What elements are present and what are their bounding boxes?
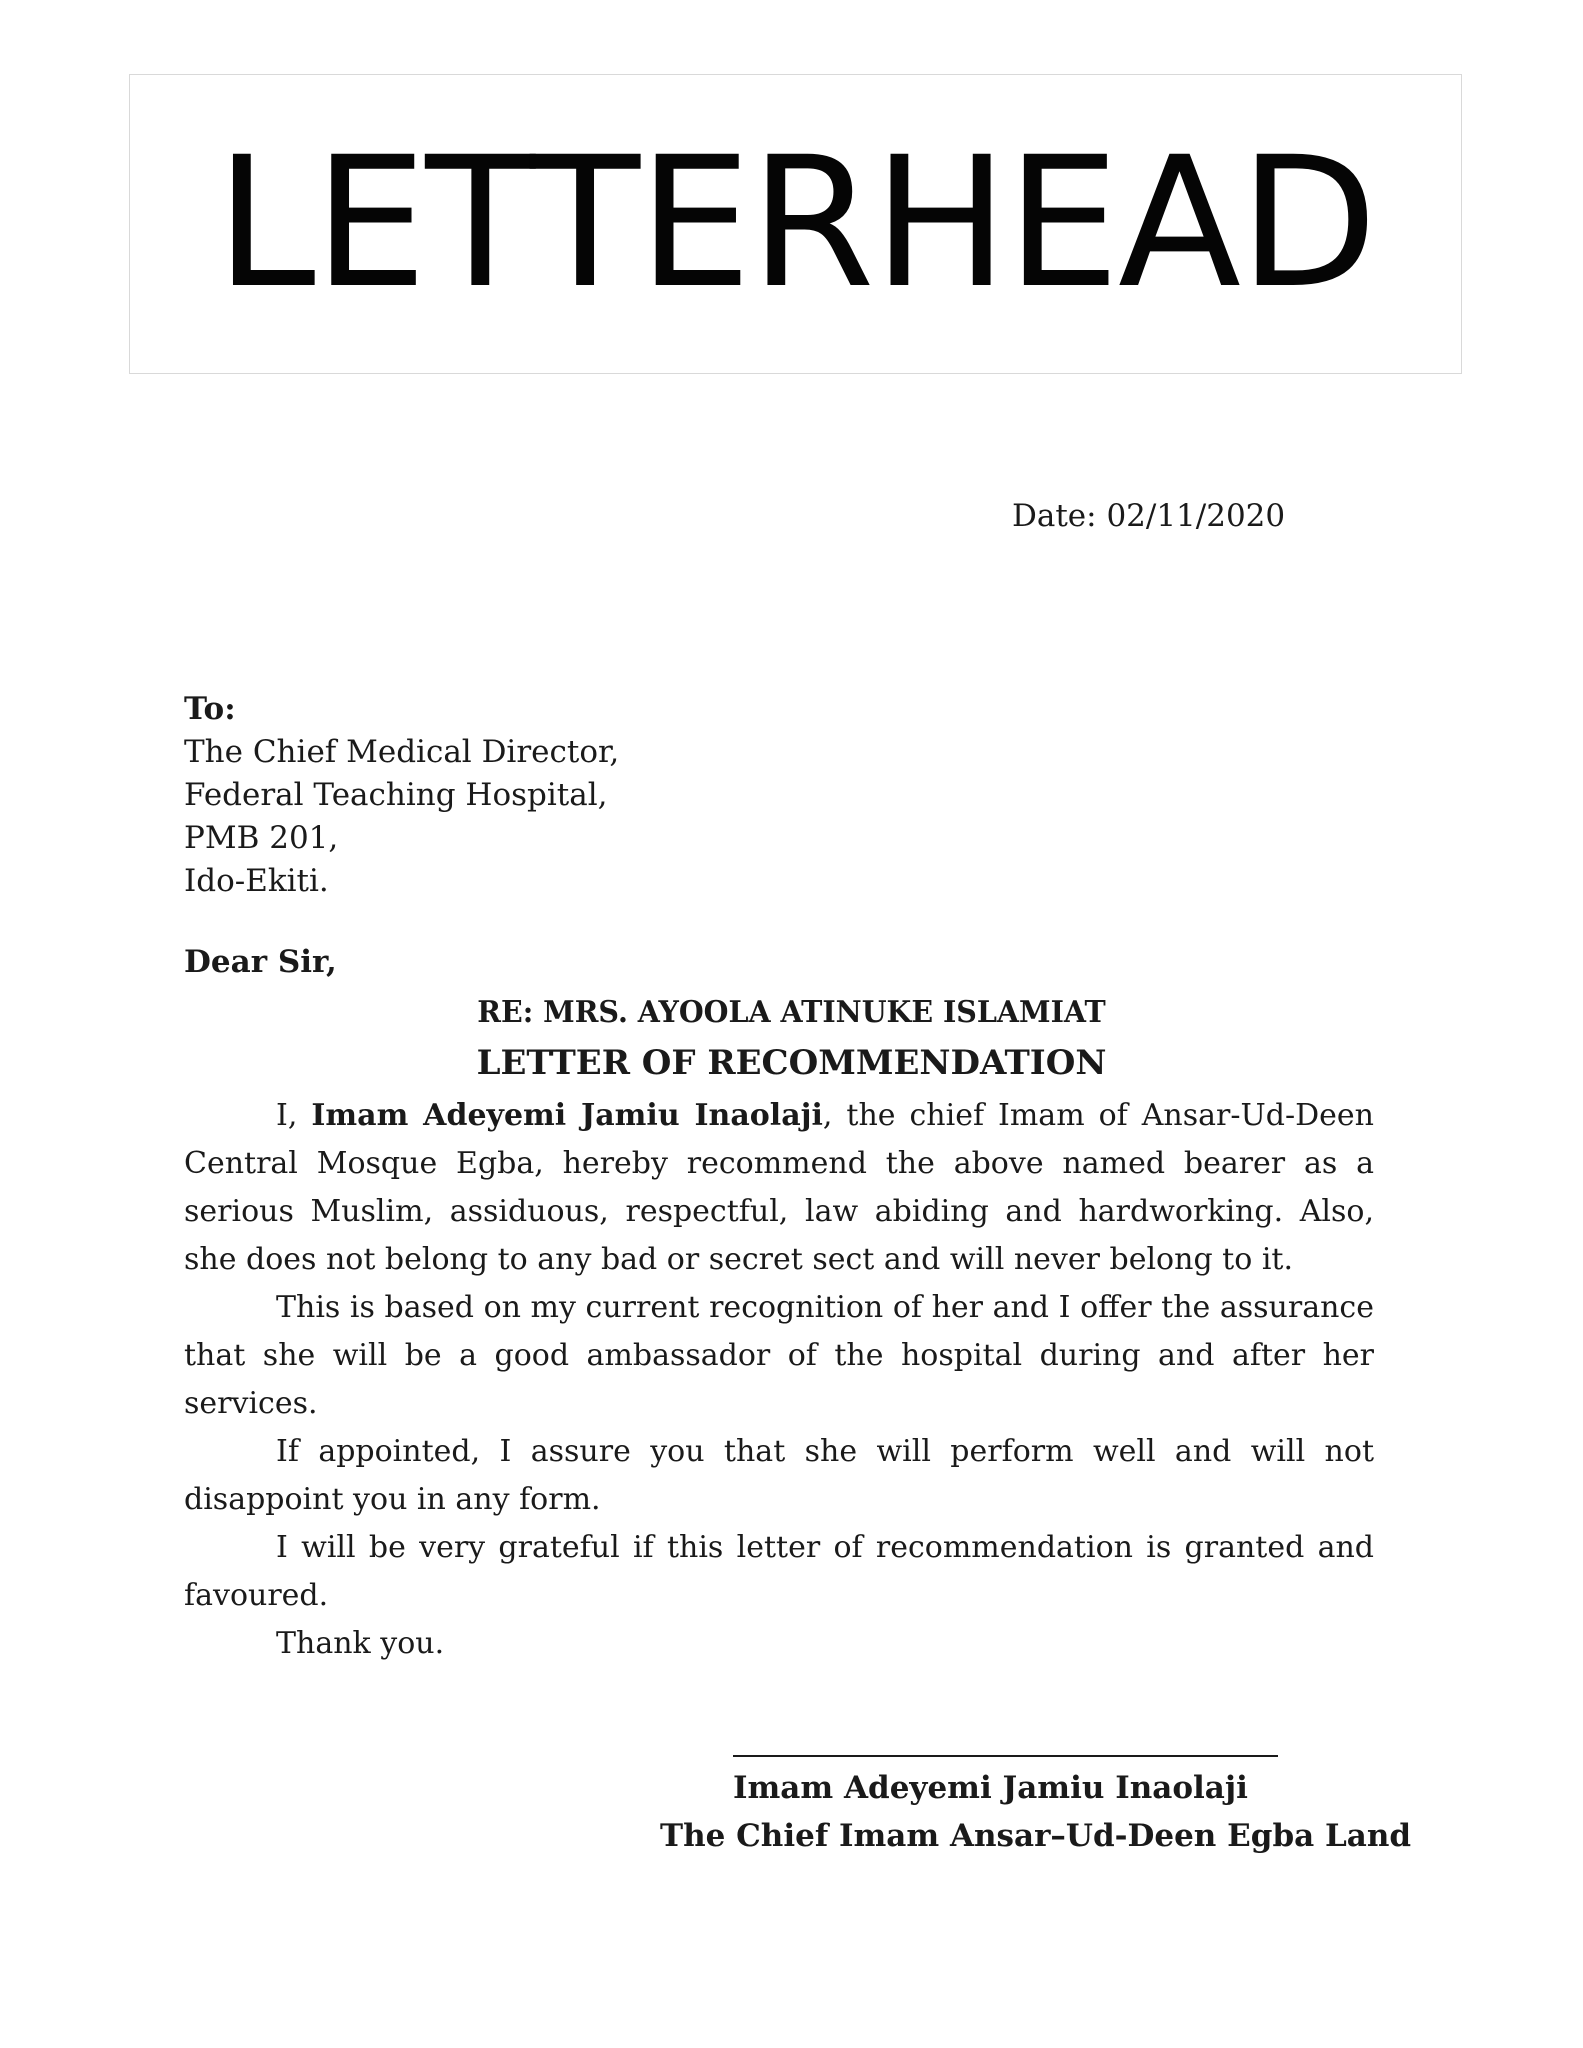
letter-date: Date: 02/11/2020 (1012, 498, 1286, 534)
body-paragraph (184, 1092, 1374, 1284)
paragraph-prefix: I, (276, 1098, 312, 1133)
recipient-address (184, 688, 619, 903)
signatory-title: The Chief Imam Ansar–Ud-Deen Egba Land (660, 1818, 1412, 1854)
salutation: Dear Sir, (184, 944, 337, 980)
closing-thanks: Thank you. (276, 1626, 445, 1661)
body-paragraph: If appointed, I assure you that she will perform well and will not disappoint you in any form. (184, 1434, 1374, 1517)
signature-line (733, 1755, 1278, 1757)
reference-line: RE: MRS. AYOOLA ATINUKE ISLAMIAT (477, 995, 1106, 1030)
letter-body (184, 1092, 1374, 1668)
paragraph-text: , the chief Imam of Ansar-Ud-Deen Central Mosque Egba, hereby recommend the above named bearer as a serious Muslim, assiduous, respectful, law abiding and hardworking. Also, she does not belong to any bad or secret sect and will never belong to it. (184, 1098, 1374, 1277)
recipient-line: Federal Teaching Hospital, (184, 777, 608, 813)
body-paragraph: I will be very grateful if this letter of recommendation is granted and favoured. (184, 1530, 1374, 1613)
signatory-name: Imam Adeyemi Jamiu Inaolaji (733, 1770, 1248, 1806)
recipient-line: Ido-Ekiti. (184, 863, 329, 899)
recipient-line: PMB 201, (184, 820, 339, 856)
imam-name: Imam Adeyemi Jamiu Inaolaji (311, 1098, 823, 1133)
letterhead-title: LETTERHEAD (215, 119, 1376, 328)
recipient-label: To: (184, 691, 236, 727)
letter-subject: LETTER OF RECOMMENDATION (476, 1043, 1107, 1083)
letterhead-box (129, 74, 1462, 374)
body-paragraph: This is based on my current recognition of her and I offer the assurance that she will be a good ambassador of the hospital during and after her services. (184, 1290, 1374, 1421)
recipient-line: The Chief Medical Director, (184, 734, 620, 770)
